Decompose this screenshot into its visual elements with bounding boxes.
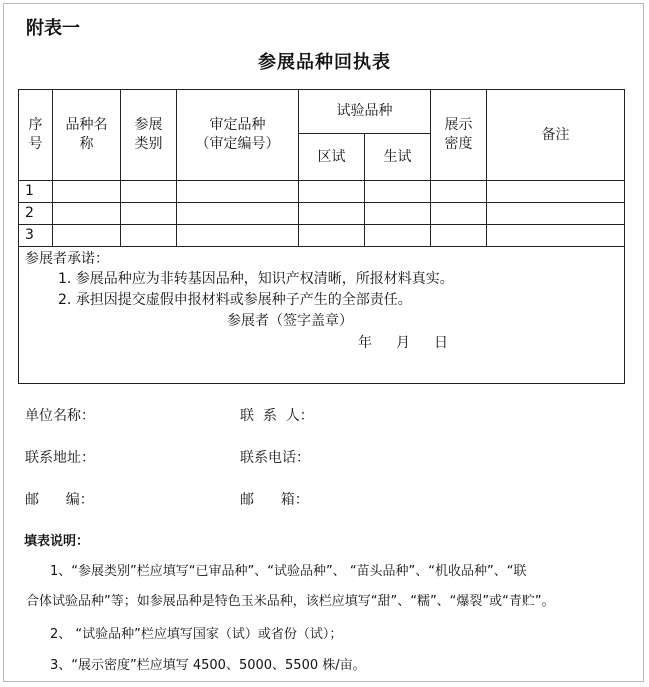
notes-title: 填表说明：: [24, 534, 90, 549]
note-line: 合体试验品种”等；如参展品种是特色玉米品种，该栏应填写“甜”、“糯”、“爆裂”或“青贮”。: [26, 594, 555, 609]
header-remarks: 备注: [487, 90, 625, 181]
note-line: 1、“参展类别”栏应填写“已审品种”、“试验品种”、 “苗头品种”、“机收品种”、“联: [50, 564, 527, 579]
table-cell[interactable]: [299, 225, 365, 247]
table-cell[interactable]: [487, 225, 625, 247]
email-label: 邮 箱：: [240, 492, 309, 508]
date-row: [25, 332, 618, 354]
header-production-trial: 生试: [365, 134, 431, 181]
row-number: 2: [19, 203, 53, 225]
header-category: 参展 类别: [121, 90, 177, 181]
table-cell[interactable]: [177, 181, 299, 203]
table-cell[interactable]: [121, 181, 177, 203]
page-title: 参展品种回执表: [258, 52, 391, 73]
table-cell[interactable]: [365, 225, 431, 247]
phone-label: 联系电话：: [240, 450, 310, 466]
pledge-item: 1. 参展品种应为非转基因品种，知识产权清晰，所报材料真实。: [58, 271, 454, 287]
header-approval: 审定品种 （审定编号）: [177, 90, 299, 181]
table-cell[interactable]: [487, 181, 625, 203]
table-cell[interactable]: [53, 203, 121, 225]
table-cell[interactable]: [431, 225, 487, 247]
exhibit-receipt-table: [18, 89, 625, 384]
date-day: 日: [434, 335, 448, 351]
table-cell[interactable]: [299, 203, 365, 225]
postcode-label: 邮 编：: [25, 492, 94, 508]
header-density: 展示 密度: [431, 90, 487, 181]
address-label: 联系地址：: [25, 450, 95, 466]
note-line: 2、 “试验品种”栏应填写国家（试）或省份（试）；: [50, 627, 343, 642]
table-row: [19, 181, 625, 203]
table-cell[interactable]: [121, 225, 177, 247]
date-month: 月: [396, 335, 410, 351]
row-number: 1: [19, 181, 53, 203]
table-row: [19, 225, 625, 247]
table-cell[interactable]: [487, 203, 625, 225]
header-regional-trial: 区试: [299, 134, 365, 181]
table-cell[interactable]: [177, 203, 299, 225]
pledge-title: 参展者承诺：: [25, 251, 109, 267]
table-cell[interactable]: [431, 181, 487, 203]
table-cell[interactable]: [299, 181, 365, 203]
header-seq: 序 号: [19, 90, 53, 181]
table-cell[interactable]: [53, 225, 121, 247]
pledge-item: 2. 承担因提交虚假申报材料或参展种子产生的全部责任。: [58, 292, 412, 308]
header-trial-group: 试验品种: [299, 90, 431, 134]
appendix-label: 附表一: [26, 18, 80, 39]
signer-label: 参展者（签字盖章）: [227, 313, 353, 329]
pledge-section: [19, 247, 625, 384]
header-variety-name: 品种名 称: [53, 90, 121, 181]
contact-label: 联 系 人：: [240, 408, 314, 424]
row-number: 3: [19, 225, 53, 247]
table-row: [19, 203, 625, 225]
unit-name-label: 单位名称：: [25, 408, 95, 424]
note-line: 3、“展示密度”栏应填写 4500、5000、5500 株/亩。: [50, 658, 366, 673]
table-cell[interactable]: [365, 203, 431, 225]
table-cell[interactable]: [431, 203, 487, 225]
table-cell[interactable]: [177, 225, 299, 247]
table-cell[interactable]: [365, 181, 431, 203]
table-cell[interactable]: [53, 181, 121, 203]
date-year: 年: [358, 335, 372, 351]
table-cell[interactable]: [121, 203, 177, 225]
